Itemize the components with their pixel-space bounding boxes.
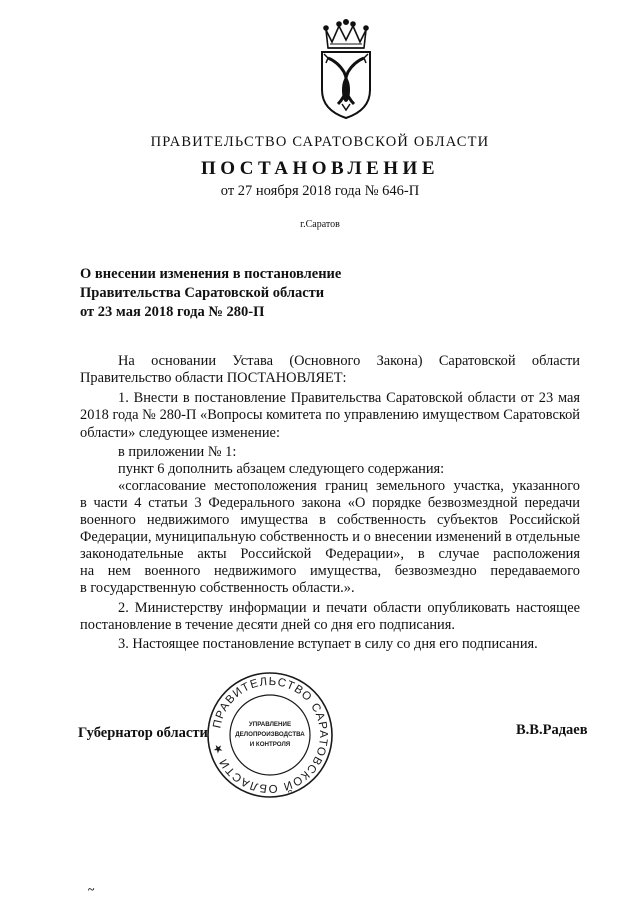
svg-text:И КОНТРОЛЯ: И КОНТРОЛЯ bbox=[249, 741, 291, 748]
svg-text:ПРАВИТЕЛЬСТВО САРАТОВСКОЙ ОБЛА: ПРАВИТЕЛЬСТВО САРАТОВСКОЙ ОБЛАСТИ ★ bbox=[211, 675, 330, 795]
body-text-line: постановление в течение десяти дней со дня его подписания. bbox=[80, 617, 455, 633]
shield-icon bbox=[322, 52, 370, 118]
svg-text:УПРАВЛЕНИЕ: УПРАВЛЕНИЕ bbox=[248, 721, 292, 728]
body-text-line: Федерации, муниципальную собственность и о внесении изменений в отдельные bbox=[80, 529, 580, 545]
signature-name: В.В.Радаев bbox=[516, 722, 588, 738]
document-title-line: О внесении изменения в постановление bbox=[80, 266, 342, 282]
body-text-line: законодательные акты Российской Федерации», в случае расположения bbox=[80, 546, 580, 562]
body-text-line: в государственную собственность области.». bbox=[80, 580, 355, 596]
document-date-number: от 27 ноября 2018 года № 646-П bbox=[220, 183, 420, 199]
body-text-line: области» следующее изменение: bbox=[80, 425, 280, 441]
svg-text:ДЕЛОПРОИЗВОДСТВА: ДЕЛОПРОИЗВОДСТВА bbox=[235, 731, 305, 738]
coat-of-arms-icon bbox=[308, 18, 384, 122]
official-stamp bbox=[205, 670, 335, 800]
document-title-line: от 23 мая 2018 года № 280-П bbox=[80, 304, 265, 320]
body-text-line: Правительство области ПОСТАНОВЛЯЕТ: bbox=[80, 370, 347, 386]
body-text-line: в части 4 статьи 3 Федерального закона «О порядке безвозмездной передачи bbox=[80, 495, 580, 511]
body-text-line: 3. Настоящее постановление вступает в силу со дня его подписания. bbox=[118, 636, 538, 652]
body-text-line: 1. Внести в постановление Правительства Саратовской области от 23 мая bbox=[118, 390, 580, 406]
signature-position: Губернатор области bbox=[78, 725, 208, 741]
document-type-heading: ПОСТАНОВЛЕНИЕ bbox=[200, 158, 440, 179]
body-text-line: военного недвижимого имущества в собственность субъектов Российской bbox=[80, 512, 580, 528]
body-text-line: «согласование местоположения границ земельного участка, указанного bbox=[118, 478, 580, 494]
document-title-line: Правительства Саратовской области bbox=[80, 285, 325, 301]
government-name: ПРАВИТЕЛЬСТВО САРАТОВСКОЙ ОБЛАСТИ bbox=[150, 134, 490, 150]
body-text-line: на нем военного недвижимого имущества, безвозмездно передаваемого bbox=[80, 563, 580, 579]
body-text-line: пункт 6 дополнить абзацем следующего содержания: bbox=[118, 461, 445, 477]
page-mark: ~ bbox=[88, 882, 95, 896]
body-text-line: 2018 года № 280-П «Вопросы комитета по управлению имуществом Саратовской bbox=[80, 407, 580, 423]
body-text-line: в приложении № 1: bbox=[118, 444, 237, 460]
body-text-line: 2. Министерству информации и печати области опубликовать настоящее bbox=[118, 600, 580, 616]
document-place: г.Саратов bbox=[300, 219, 340, 230]
crown-icon bbox=[324, 20, 368, 48]
body-text-line: На основании Устава (Основного Закона) Саратовской области bbox=[118, 353, 580, 369]
